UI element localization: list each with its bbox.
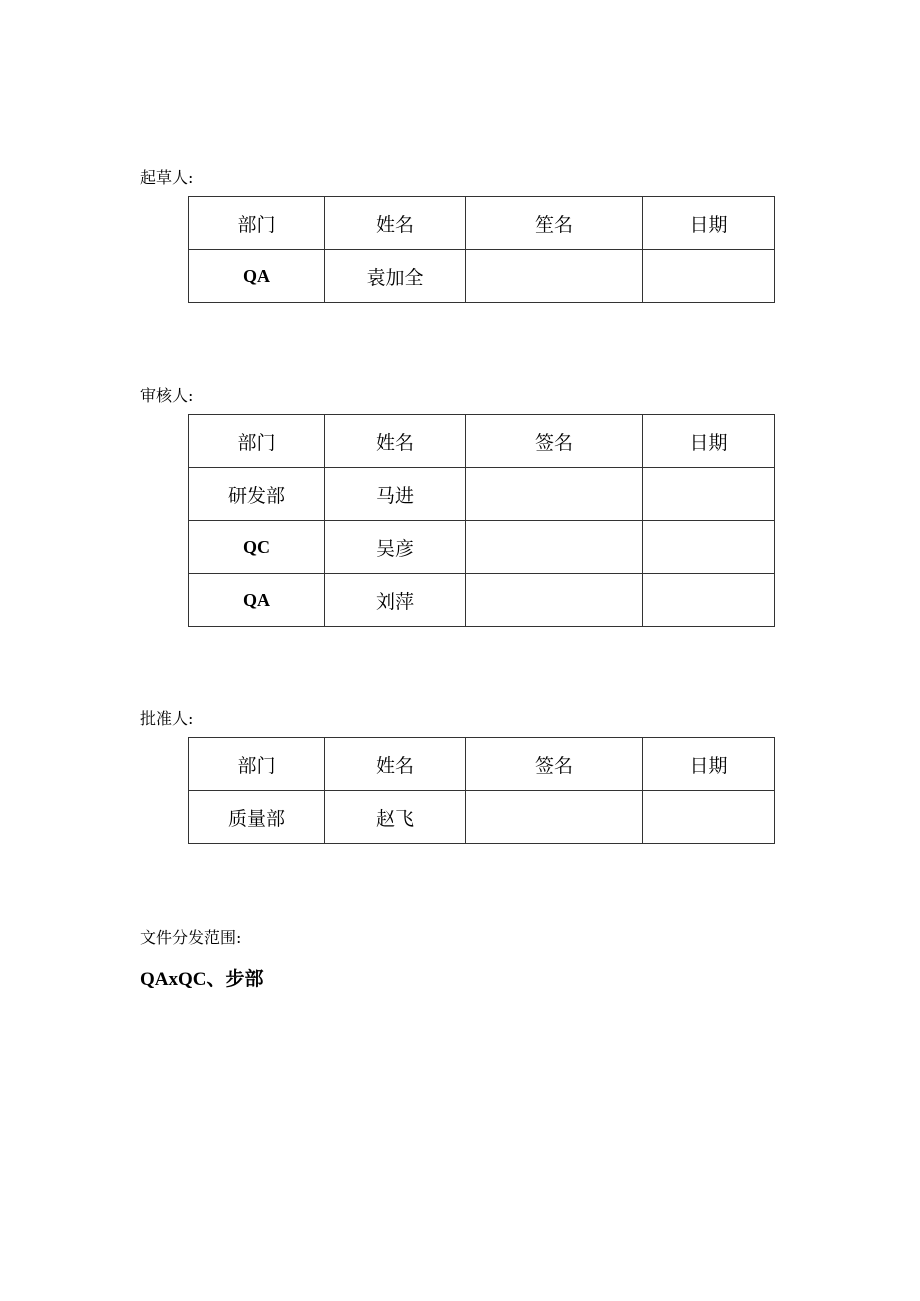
- drafter-table: [188, 196, 775, 303]
- cell-signature: [466, 468, 643, 521]
- header-department: 部门: [189, 197, 325, 250]
- cell-date: [643, 521, 775, 574]
- approver-table: [188, 737, 775, 844]
- cell-name: 马进: [325, 468, 466, 521]
- header-date: 日期: [643, 415, 775, 468]
- distribution-title: 文件分发范围:: [140, 928, 242, 947]
- cell-department: QA: [189, 250, 325, 303]
- table-row: [189, 521, 775, 574]
- cell-department: 研发部: [189, 468, 325, 521]
- cell-date: [643, 791, 775, 844]
- cell-signature: [466, 250, 643, 303]
- table-header-row: [189, 415, 775, 468]
- reviewer-label: 审核人:: [140, 386, 194, 405]
- header-signature: 笙名: [466, 197, 643, 250]
- header-date: 日期: [643, 738, 775, 791]
- table-row: [189, 574, 775, 627]
- header-name: 姓名: [325, 415, 466, 468]
- cell-name: 吴彦: [325, 521, 466, 574]
- cell-date: [643, 574, 775, 627]
- cell-name: 刘萍: [325, 574, 466, 627]
- cell-name: 袁加全: [325, 250, 466, 303]
- table-row: [189, 250, 775, 303]
- header-signature: 签名: [466, 415, 643, 468]
- cell-name: 赵飞: [325, 791, 466, 844]
- header-department: 部门: [189, 738, 325, 791]
- cell-signature: [466, 521, 643, 574]
- cell-department: QC: [189, 521, 325, 574]
- header-department: 部门: [189, 415, 325, 468]
- drafter-label: 起草人:: [140, 168, 194, 187]
- cell-date: [643, 250, 775, 303]
- table-header-row: [189, 738, 775, 791]
- header-date: 日期: [643, 197, 775, 250]
- header-name: 姓名: [325, 738, 466, 791]
- cell-department: 质量部: [189, 791, 325, 844]
- cell-signature: [466, 574, 643, 627]
- cell-date: [643, 468, 775, 521]
- table-header-row: [189, 197, 775, 250]
- table-row: [189, 468, 775, 521]
- header-signature: 签名: [466, 738, 643, 791]
- table-row: [189, 791, 775, 844]
- approver-label: 批准人:: [140, 709, 194, 728]
- reviewer-table: [188, 414, 775, 627]
- distribution-value: QAxQC、步部: [140, 969, 264, 990]
- cell-department: QA: [189, 574, 325, 627]
- header-name: 姓名: [325, 197, 466, 250]
- cell-signature: [466, 791, 643, 844]
